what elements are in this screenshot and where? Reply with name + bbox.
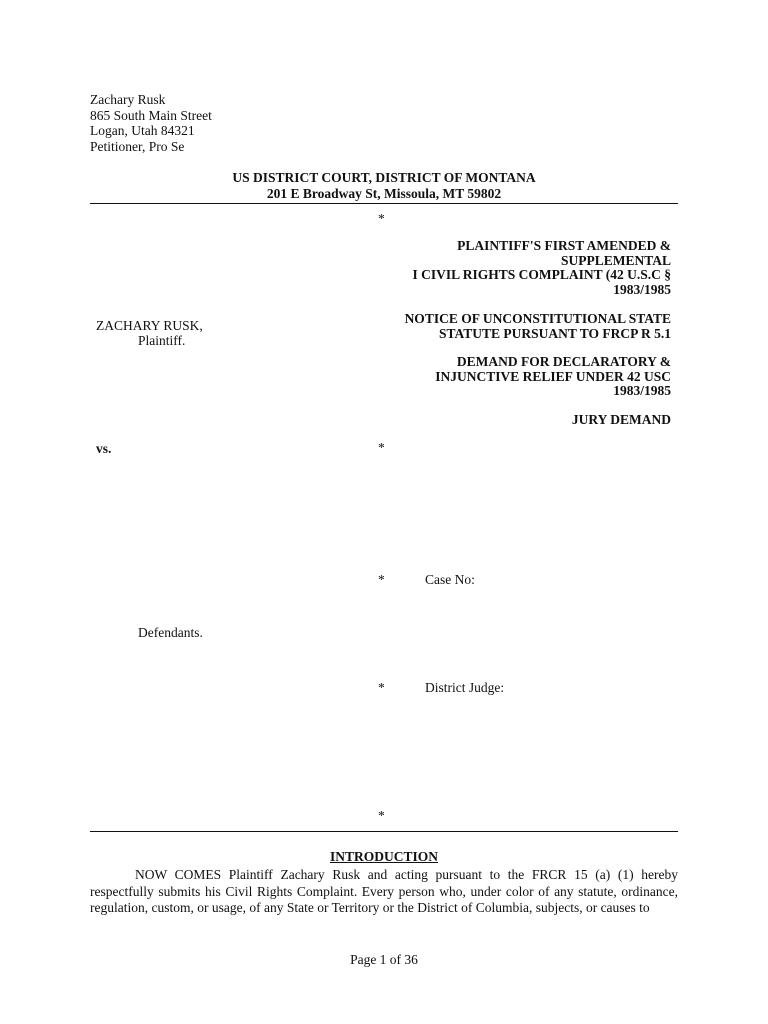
complaint-title-line: 1983/1985 <box>613 281 671 297</box>
caption-star: * <box>378 680 385 695</box>
address-line: Logan, Utah 84321 <box>90 123 195 138</box>
notice-title-line: NOTICE OF UNCONSTITUTIONAL STATE <box>404 311 671 326</box>
defendants-label: Defendants. <box>138 625 203 640</box>
complaint-title-line: SUPPLEMENTAL <box>560 252 671 268</box>
plaintiff-name: ZACHARY RUSK, <box>96 318 203 333</box>
address-line: Zachary Rusk <box>90 92 166 107</box>
complaint-title-block <box>412 239 671 297</box>
court-address: 201 E Broadway St, Missoula, MT 59802 <box>266 186 502 201</box>
caption-star: * <box>378 572 385 587</box>
case-number-label: Case No: <box>425 572 475 587</box>
petitioner-address-block <box>90 92 212 154</box>
caption-bottom-rule <box>90 831 678 832</box>
page-number: Page 1 of 36 <box>350 952 418 967</box>
caption-star: * <box>378 211 385 226</box>
notice-title-block <box>405 312 671 341</box>
plaintiff-role: Plaintiff. <box>138 333 186 348</box>
notice-title-line: STATUTE PURSUANT TO FRCP R 5.1 <box>438 325 671 341</box>
address-line: 865 South Main Street <box>90 107 212 123</box>
relief-title-line: DEMAND FOR DECLARATORY & <box>456 354 671 369</box>
complaint-title-line: I CIVIL RIGHTS COMPLAINT (42 U.S.C § <box>412 267 671 282</box>
versus-label: vs. <box>96 441 112 456</box>
caption-top-rule <box>90 203 678 204</box>
district-judge-label: District Judge: <box>425 680 505 695</box>
caption-star: * <box>378 440 385 455</box>
address-line: Petitioner, Pro Se <box>90 138 185 154</box>
court-name: US DISTRICT COURT, DISTRICT OF MONTANA <box>232 170 536 185</box>
section-title: INTRODUCTION <box>329 849 438 864</box>
paragraph-text: NOW COMES Plaintiff Zachary Rusk and acting pursuant to the FRCR 15 (a) (1) hereby respectfully submits his Civil Rights Complaint. Every person who, under color of any statute, ordinance, regulation, custom, or usage, of any State or Territory or the District of Columbia, subjects, or causes to <box>90 867 678 915</box>
jury-demand-title: JURY DEMAND <box>571 412 671 427</box>
relief-title-line: 1983/1985 <box>613 383 671 398</box>
relief-title-line: INJUNCTIVE RELIEF UNDER 42 USC <box>435 368 671 384</box>
introduction-paragraph <box>90 867 678 917</box>
complaint-title-line: PLAINTIFF'S FIRST AMENDED & <box>457 238 671 253</box>
caption-star: * <box>378 808 385 823</box>
relief-title-block <box>435 355 671 399</box>
